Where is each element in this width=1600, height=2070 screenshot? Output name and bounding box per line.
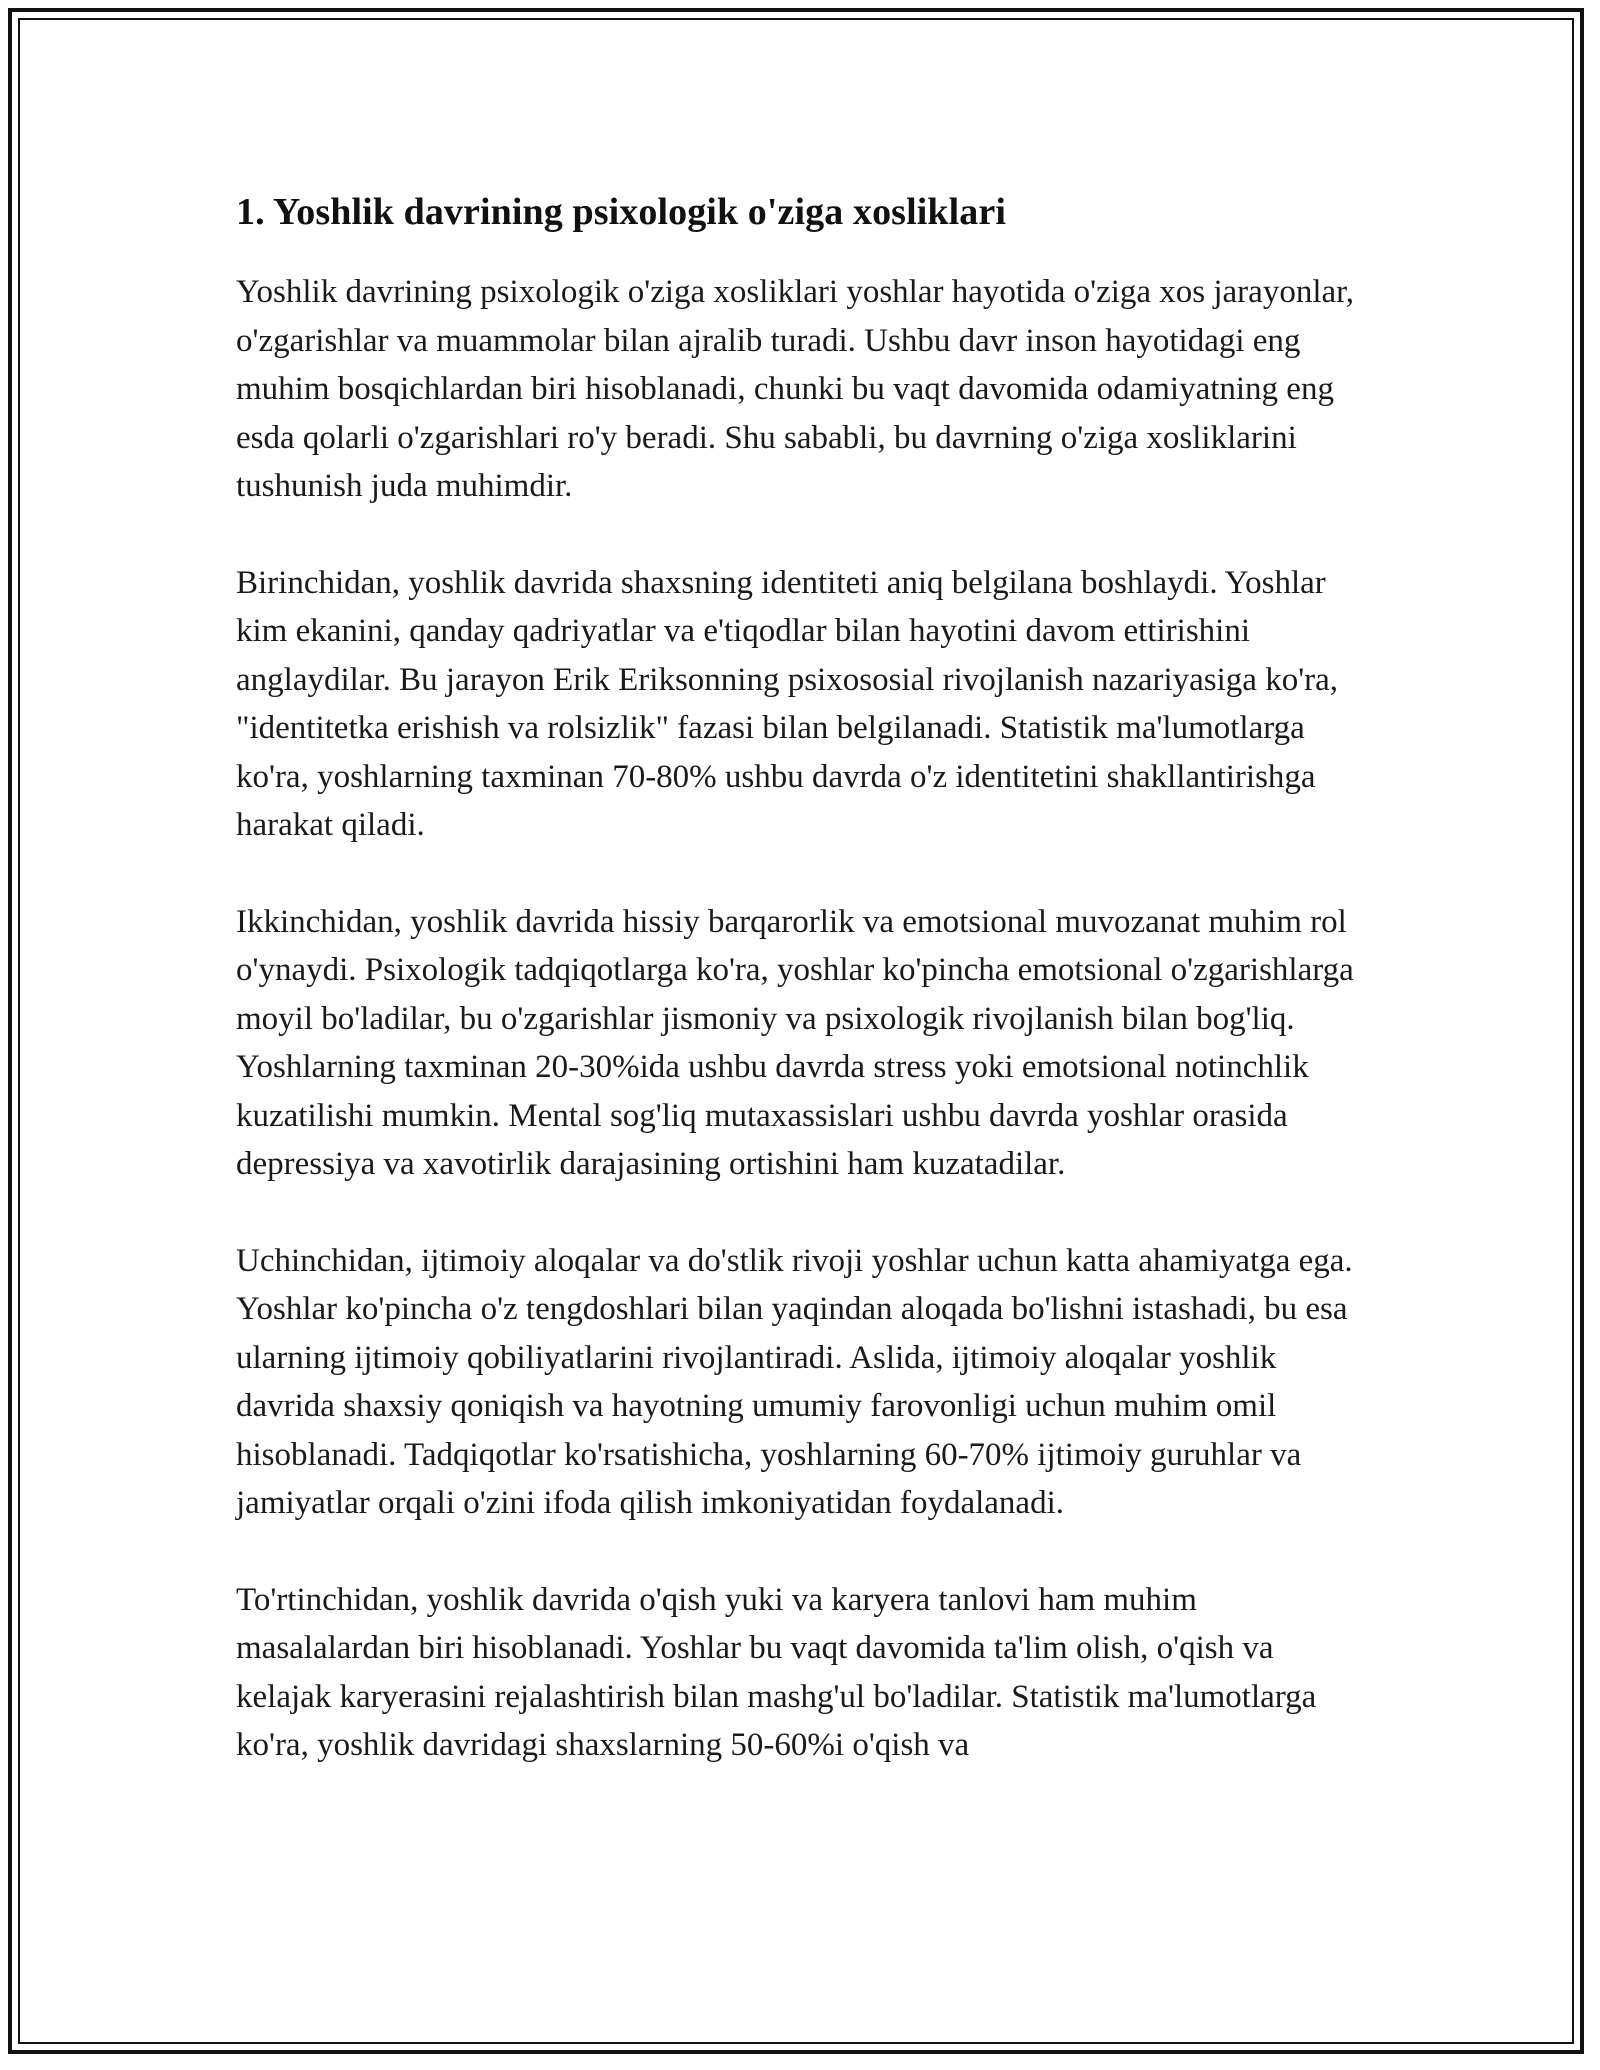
paragraph-fourth: To'rtinchidan, yoshlik davrida o'qish yuki va karyera tanlovi ham muhim masalalardan biri hisoblanadi. Yoshlar bu vaqt davomida ta'lim olish, o'qish va kelajak karyerasini rejalashtirish bilan mashg'ul bo'ladilar. Statistik ma'lumotlarga ko'ra, yoshlik davridagi shaxslarning 50-60%i o'qish va [236, 1581, 1317, 1763]
section-heading: 1. Yoshlik davrining psixologik o'ziga xosliklari [236, 191, 1007, 233]
paragraph-intro: Yoshlik davrining psixologik o'ziga xosliklari yoshlar hayotida o'ziga xos jarayonlar, o'zgarishlar va muammolar bilan ajralib turadi. Ushbu davr inson hayotidagi eng muhim bosqichlardan biri hisoblanadi, chunki bu vaqt davomida odamiyatning eng esda qolarli o'zgarishlari ro'y beradi. Shu sababli, bu davrning o'ziga xosliklarini tushunish juda muhimdir. [236, 274, 1355, 504]
paragraph-first: Birinchidan, yoshlik davrida shaxsning identiteti aniq belgilana boshlaydi. Yoshlar kim ekanini, qanday qadriyatlar va e'tiqodlar bilan hayotini davom ettirishini anglaydilar. Bu jarayon Erik Eriksonning psixososial rivojlanish nazariyasiga ko'ra, "identitetka erishish va rolsizlik" fazasi bilan belgilanadi. Statistik ma'lumotlarga ko'ra, yoshlarning taxminan 70-80% ushbu davrda o'z identitetini shakllantirishga harakat qiladi. [236, 564, 1339, 843]
paragraph-second: Ikkinchidan, yoshlik davrida hissiy barqarorlik va emotsional muvozanat muhim rol o'ynaydi. Psixologik tadqiqotlarga ko'ra, yoshlar ko'pincha emotsional o'zgarishlarga moyil bo'ladilar, bu o'zgarishlar jismoniy va psixologik rivojlanish bilan bog'liq. Yoshlarning taxminan 20-30%ida ushbu davrda stress yoki emotsional notinchlik kuzatilishi mumkin. Mental sog'liq mutaxassislari ushbu davrda yoshlar orasida depressiya va xavotirlik darajasining ortishini ham kuzatadilar. [236, 903, 1354, 1182]
document-body [236, 186, 1366, 1818]
paragraph-third: Uchinchidan, ijtimoiy aloqalar va do'stlik rivoji yoshlar uchun katta ahamiyatga ega. Yoshlar ko'pincha o'z tengdoshlari bilan yaqindan aloqada bo'lishni istashadi, bu esa ularning ijtimoiy qobiliyatlarini rivojlantiradi. Aslida, ijtimoiy aloqalar yoshlik davrida shaxsiy qoniqish va hayotning umumiy farovonligi uchun muhim omil hisoblanadi. Tadqiqotlar ko'rsatishicha, yoshlarning 60-70% ijtimoiy guruhlar va jamiyatlar orqali o'zini ifoda qilish imkoniyatidan foydalanadi. [236, 1242, 1353, 1521]
